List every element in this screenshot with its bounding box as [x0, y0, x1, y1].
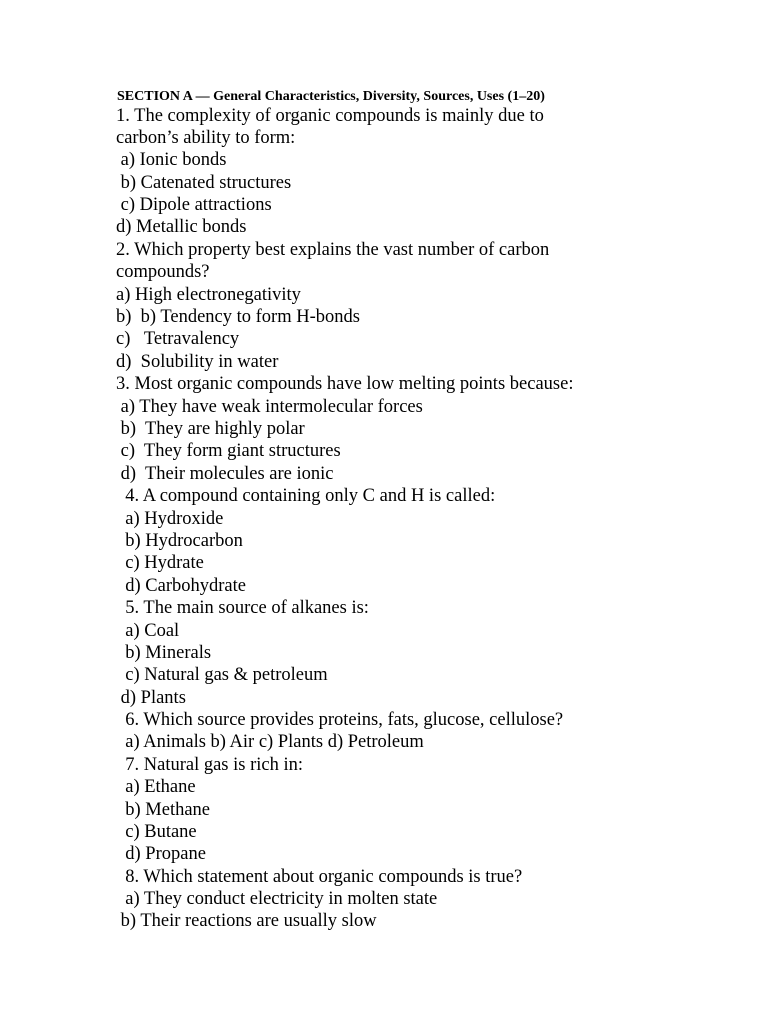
question-7-line-1: 7. Natural gas is rich in: — [116, 755, 304, 775]
question-5-option-c: c) Natural gas & petroleum — [116, 665, 328, 685]
question-7-option-a: a) Ethane — [116, 777, 196, 797]
question-5-option-d: d) Plants — [116, 688, 186, 708]
question-1-option-d: d) Metallic bonds — [116, 217, 247, 237]
question-2-line-2: compounds? — [116, 262, 210, 282]
question-4-option-d: d) Carbohydrate — [116, 576, 246, 596]
question-3-option-b: b) They are highly polar — [116, 419, 305, 439]
question-2-option-c: c) Tetravalency — [116, 329, 240, 349]
question-4-option-c: c) Hydrate — [116, 553, 204, 573]
question-8-line-1: 8. Which statement about organic compounds is true? — [116, 867, 523, 887]
question-4-line-1: 4. A compound containing only C and H is called: — [116, 486, 496, 506]
question-5-option-a: a) Coal — [116, 621, 180, 641]
question-3-line-1: 3. Most organic compounds have low melting points because: — [116, 374, 574, 394]
question-3-option-a: a) They have weak intermolecular forces — [116, 397, 423, 417]
question-5-line-1: 5. The main source of alkanes is: — [116, 598, 369, 618]
question-2-line-1: 2. Which property best explains the vast number of carbon — [116, 240, 550, 260]
section-heading: SECTION A — General Characteristics, Diversity, Sources, Uses (1–20) — [117, 89, 545, 104]
question-2-option-d: d) Solubility in water — [116, 352, 279, 372]
question-1-option-c: c) Dipole attractions — [116, 195, 272, 215]
question-4-option-a: a) Hydroxide — [116, 509, 224, 529]
question-8-option-b: b) Their reactions are usually slow — [116, 911, 377, 931]
question-3-option-d: d) Their molecules are ionic — [116, 464, 334, 484]
question-7-option-d: d) Propane — [116, 844, 206, 864]
question-4-option-b: b) Hydrocarbon — [116, 531, 243, 551]
question-8-option-a: a) They conduct electricity in molten state — [116, 889, 438, 909]
question-2-option-b: b) b) Tendency to form H-bonds — [116, 307, 360, 327]
question-5-option-b: b) Minerals — [116, 643, 212, 663]
question-3-option-c: c) They form giant structures — [116, 441, 341, 461]
question-7-option-b: b) Methane — [116, 800, 211, 820]
question-6-options: a) Animals b) Air c) Plants d) Petroleum — [116, 732, 424, 752]
question-6-line-1: 6. Which source provides proteins, fats, glucose, cellulose? — [116, 710, 564, 730]
question-2-option-a: a) High electronegativity — [116, 285, 301, 305]
question-7-option-c: c) Butane — [116, 822, 197, 842]
question-1-line-1: 1. The complexity of organic compounds is mainly due to — [116, 106, 544, 126]
question-1-option-a: a) Ionic bonds — [116, 150, 227, 170]
question-1-option-b: b) Catenated structures — [116, 173, 292, 193]
question-1-line-2: carbon’s ability to form: — [116, 128, 296, 148]
